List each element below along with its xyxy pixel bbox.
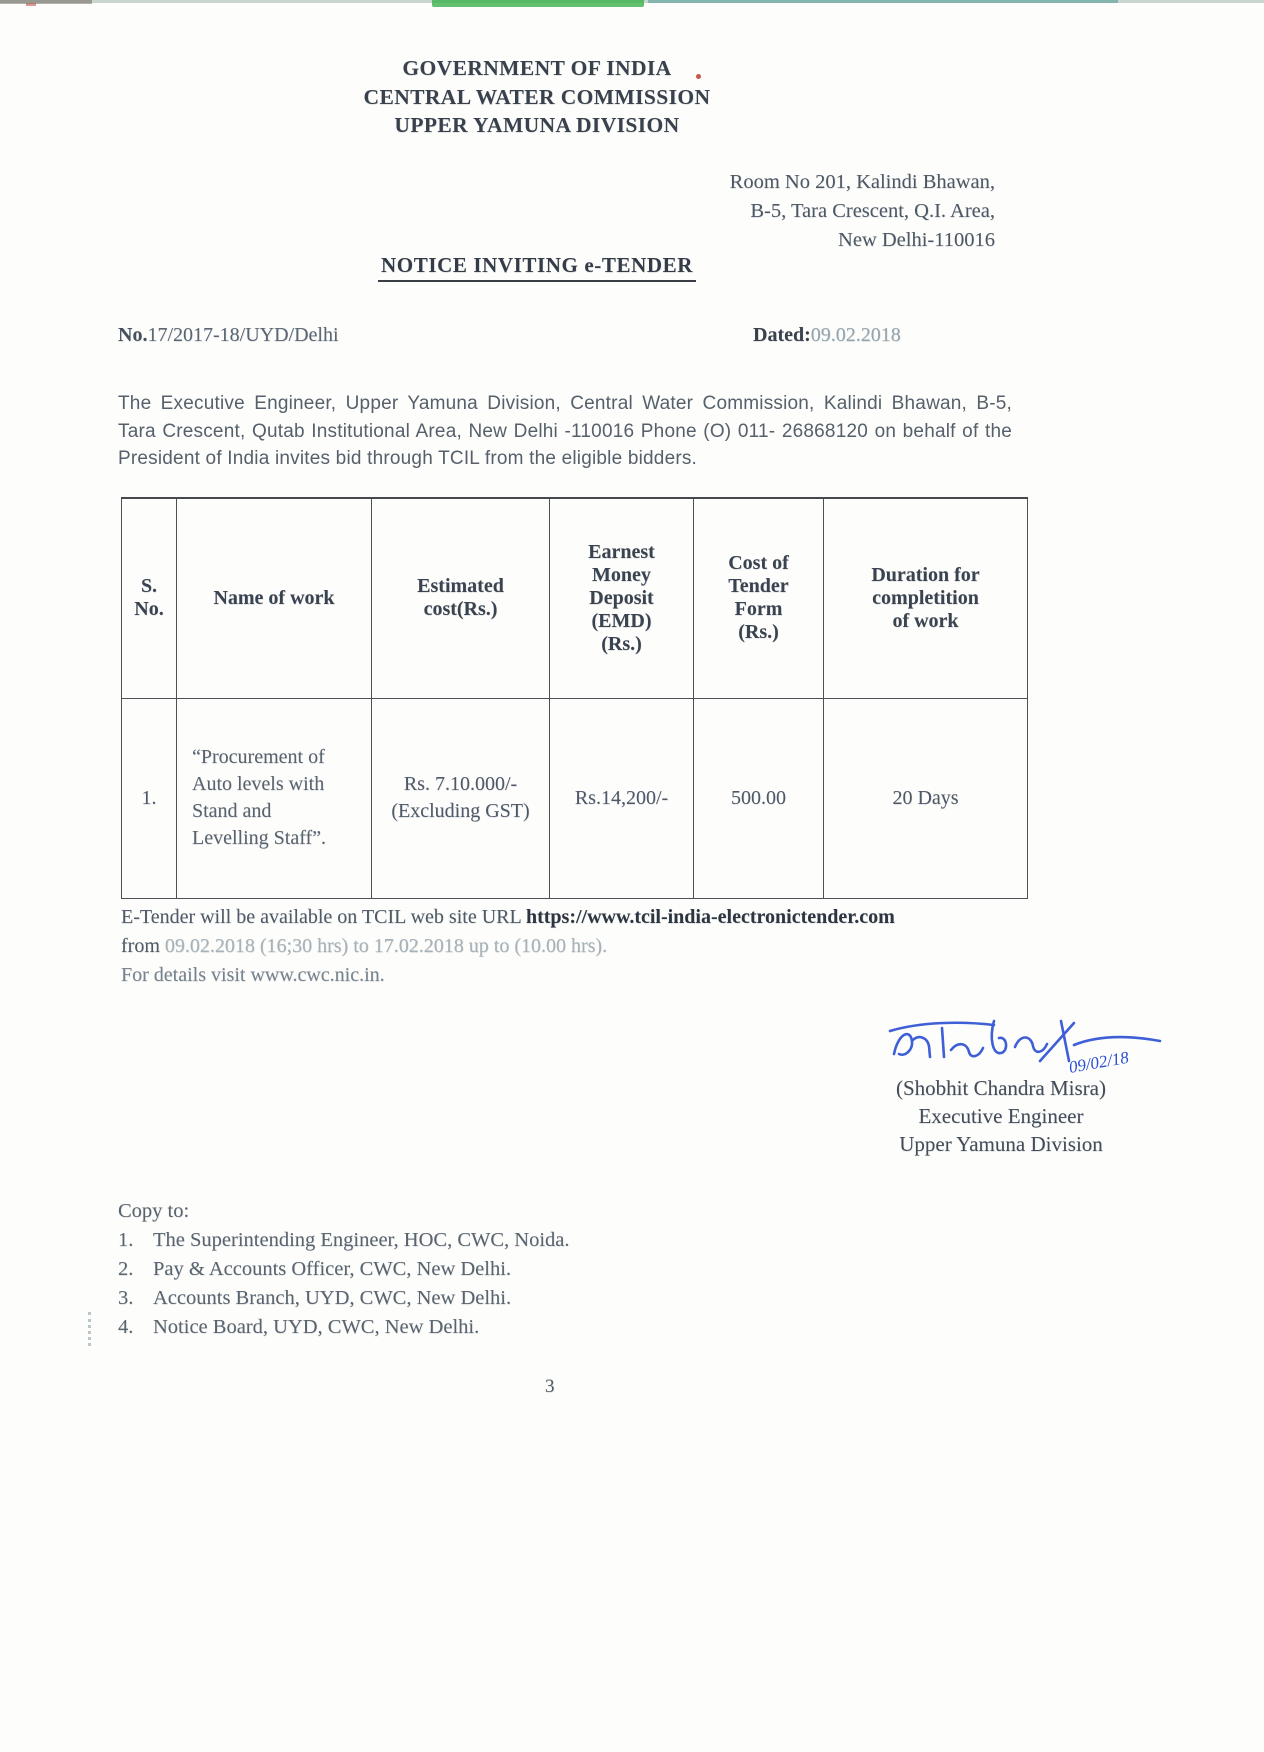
address-line2: B-5, Tara Crescent, Q.I. Area,: [750, 200, 995, 222]
cell-estimated-cost: Rs. 7.10.000/- (Excluding GST): [372, 698, 550, 898]
signature-scribble: [888, 1016, 1168, 1080]
copy-to-item: [118, 1313, 570, 1342]
header-tender-form-cost: Cost of Tender Form (Rs.): [694, 498, 824, 698]
signatory-division: Upper Yamuna Division: [899, 1132, 1103, 1156]
letterhead-line3: UPPER YAMUNA DIVISION: [394, 113, 680, 137]
copy-to-item-number: 3.: [118, 1287, 134, 1309]
scan-artifact-stripe: [648, 0, 1118, 3]
notice-title-wrap: [237, 253, 837, 282]
copy-to-item-text: Notice Board, UYD, CWC, New Delhi.: [153, 1316, 480, 1338]
header-estimated-cost: Estimated cost(Rs.): [372, 498, 550, 698]
reference-date-value: 09.02.2018: [810, 324, 901, 346]
scan-artifact-mark: [26, 3, 36, 6]
tender-schedule: 09.02.2018 (16;30 hrs) to 17.02.2018 up to (10.00 hrs).: [164, 935, 608, 957]
cell-duration: 20 Days: [824, 698, 1028, 898]
header-emd: Earnest Money Deposit (EMD) (Rs.): [550, 498, 694, 698]
availability-line3: For details visit www.cwc.nic.in.: [121, 964, 385, 986]
availability-line2: [121, 932, 1031, 961]
signature-date: 09/02/18: [1067, 1047, 1131, 1077]
scan-artifact-dots: [88, 1312, 94, 1346]
tender-table-row: [122, 698, 1028, 898]
copy-to-item: [118, 1284, 570, 1313]
cell-s-no: 1.: [122, 698, 177, 898]
reference-date: [753, 324, 901, 347]
availability-line2-text: from: [121, 935, 165, 957]
reference-date-label: Dated:: [753, 324, 811, 346]
signatory-name: (Shobhit Chandra Misra): [896, 1076, 1106, 1100]
cell-emd: Rs.14,200/-: [550, 698, 694, 898]
office-address: [595, 168, 995, 255]
copy-to-item-text: Accounts Branch, UYD, CWC, New Delhi.: [153, 1287, 512, 1309]
tender-site-url: https://www.tcil-india-electronictender.com: [525, 906, 895, 928]
copy-to-item-number: 2.: [118, 1258, 134, 1280]
cell-name-of-work: “Procurement of Auto levels with Stand and Levelling Staff”.: [177, 698, 372, 898]
cell-tender-form-cost: 500.00: [694, 698, 824, 898]
address-line3: New Delhi-110016: [838, 229, 995, 251]
copy-to-item-number: 1.: [118, 1229, 134, 1251]
header-s-no: S. No.: [122, 498, 177, 698]
signatory-block: [836, 1074, 1166, 1158]
letterhead-line2: CENTRAL WATER COMMISSION: [363, 84, 711, 109]
copy-to-item-text: The Superintending Engineer, HOC, CWC, Noida.: [153, 1229, 570, 1251]
copy-to-label: Copy to:: [118, 1200, 190, 1222]
header-name-of-work: Name of work: [177, 498, 372, 698]
availability-line1: [121, 903, 1031, 932]
scan-artifact-stripe: [0, 0, 92, 4]
copy-to-section: [118, 1197, 570, 1342]
copy-to-item-number: 4.: [118, 1316, 134, 1338]
reference-number-label: No.: [118, 324, 148, 346]
intro-paragraph: The Executive Engineer, Upper Yamuna Division, Central Water Commission, Kalindi Bhawan, B-5, Tara Crescent, Qutab Institutional Area, New Delhi -110016 Phone (O) 011- 26868120 on behalf of the President of India invites bid through TCIL from the eligible bidders.: [118, 393, 1012, 469]
scan-artifact-stripe: [432, 0, 644, 7]
ink-dot-artifact: [696, 74, 701, 79]
tender-table-header-row: [122, 498, 1028, 698]
availability-line1-text: E-Tender will be available on TCIL web site URL: [121, 906, 526, 928]
tender-table: [121, 497, 1028, 899]
signatory-designation: Executive Engineer: [918, 1104, 1084, 1128]
letterhead: [237, 54, 837, 140]
header-duration: Duration for completition of work: [824, 498, 1028, 698]
copy-to-item: [118, 1226, 570, 1255]
reference-number-value: 17/2017-18/UYD/Delhi: [147, 324, 339, 346]
address-line1: Room No 201, Kalindi Bhawan,: [729, 171, 995, 193]
reference-number: [118, 324, 339, 347]
availability-note: [121, 903, 1031, 990]
page-number: 3: [545, 1376, 555, 1397]
letterhead-line1: GOVERNMENT OF INDIA: [402, 56, 672, 80]
copy-to-item: [118, 1255, 570, 1284]
copy-to-item-text: Pay & Accounts Officer, CWC, New Delhi.: [153, 1258, 512, 1280]
notice-title: NOTICE INVITING e-TENDER: [378, 253, 696, 282]
